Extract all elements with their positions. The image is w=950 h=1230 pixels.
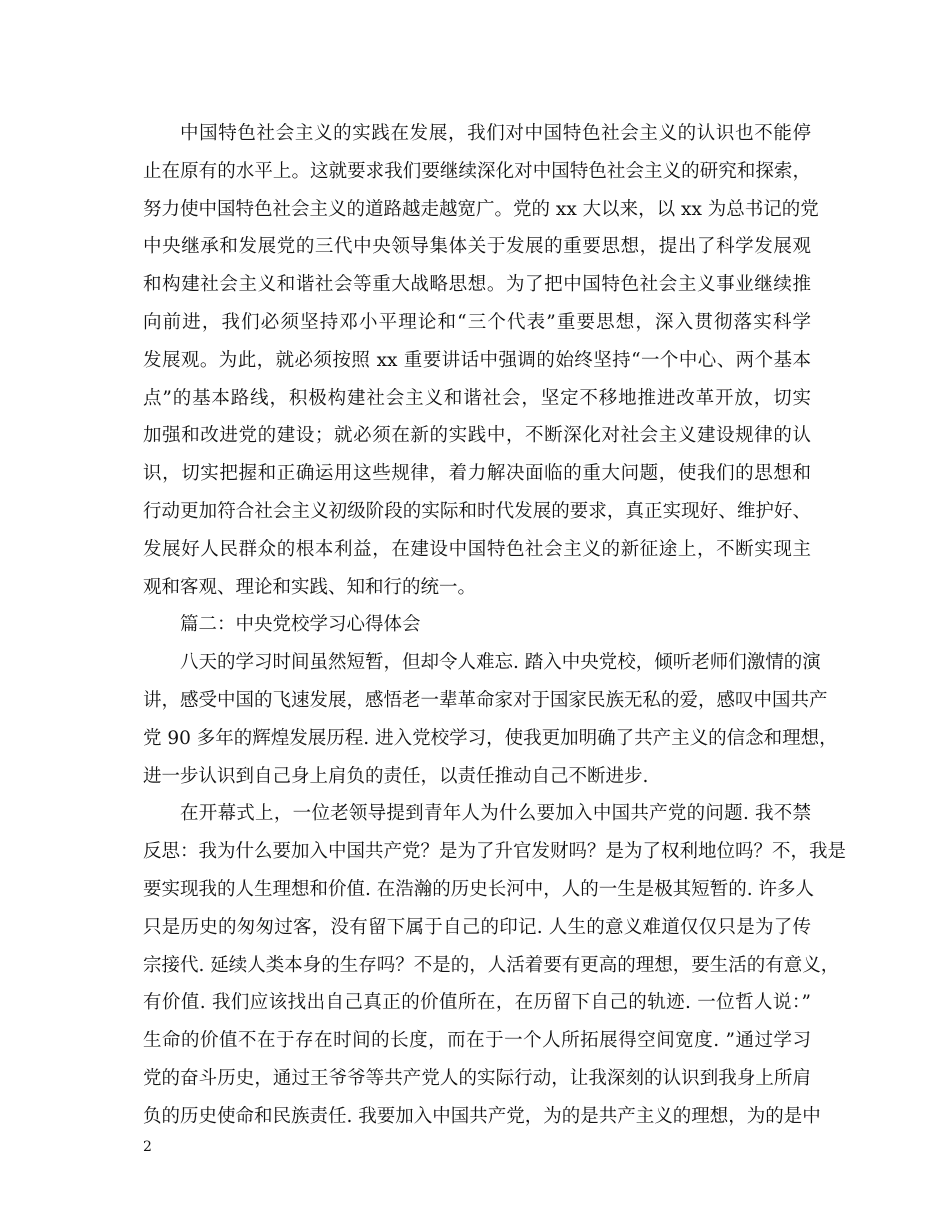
paragraph (143, 795, 847, 1135)
section-heading (143, 606, 811, 644)
text-line: 加强和改进党的建设；就必须在新的实践中，不断深化对社会主义建设规律的认 (143, 425, 811, 447)
paragraph (143, 115, 819, 606)
text-line: 党的奋斗历史，通过王爷爷等共产党人的实际行动，让我深刻的认识到我身上所肩 (143, 1067, 811, 1089)
paragraph (143, 644, 838, 795)
text-line: 观和客观、理论和实践、知和行的统一。 (143, 576, 477, 598)
page-number: 2 (143, 1139, 152, 1155)
text-line: 只是历史的匆匆过客，没有留下属于自己的印记. 人生的意义难道仅仅只是为了传 (143, 916, 811, 938)
text-line: 识，切实把握和正确运用这些规律，着力解决面临的重大问题，使我们的思想和 (143, 463, 811, 485)
text-line: 宗接代. 延续人类本身的生存吗？不是的，人活着要有更高的理想，要生活的有意义， (143, 954, 840, 976)
text-line: 发展观。为此，就必须按照 xx 重要讲话中强调的始终坚持“一个中心、两个基本 (143, 349, 811, 371)
text-line: 讲，感受中国的飞速发展，感悟老一辈革命家对于国家民族无私的爱，感叹中国共产 (143, 689, 828, 711)
text-line: 向前进，我们必须坚持邓小平理论和“三个代表”重要思想，深入贯彻落实科学 (143, 311, 811, 333)
text-line: 止在原有的水平上。这就要求我们要继续深化对中国特色社会主义的研究和探索， (143, 160, 811, 182)
text-line: 中国特色社会主义的实践在发展，我们对中国特色社会主义的认识也不能停 (180, 123, 811, 144)
text-line: 中央继承和发展党的三代中央领导集体关于发展的重要思想，提出了科学发展观 (143, 236, 811, 258)
text-line: 反思：我为什么要加入中国共产党？是为了升官发财吗？是为了权利地位吗？不，我是 (143, 841, 847, 863)
text-line: 八天的学习时间虽然短暂，但却令人难忘. 踏入中央党校，倾听老师们激情的演 (180, 652, 821, 674)
text-line: 发展好人民群众的根本利益，在建设中国特色社会主义的新征途上，不断实现主 (143, 538, 811, 560)
text-line: 要实现我的人生理想和价值. 在浩瀚的历史长河中，人的一生是极其短暂的. 许多人 (143, 878, 815, 900)
text-line: 行动更加符合社会主义初级阶段的实际和时代发展的要求，真正实现好、维护好、 (143, 500, 811, 522)
text-line: 负的历史使命和民族责任. 我要加入中国共产党，为的是共产主义的理想，为的是中 (143, 1105, 821, 1127)
text-line: 篇二：中央党校学习心得体会 (180, 614, 421, 636)
text-line: 生命的价值不在于存在时间的长度，而在于一个人所拓展得空间宽度. ”通过学习 (143, 1030, 811, 1052)
text-line: 党 90 多年的辉煌发展历程. 进入党校学习，使我更加明确了共产主义的信念和理想， (143, 727, 838, 749)
text-line: 有价值. 我们应该找出自己真正的价值所在，在历留下自己的轨迹. 一位哲人说：” (143, 992, 811, 1014)
text-line: 努力使中国特色社会主义的道路越走越宽广。党的 xx 大以来，以 xx 为总书记的党 (143, 198, 819, 220)
text-line: 点”的基本路线，积极构建社会主义和谐社会，坚定不移地推进改革开放，切实 (143, 387, 811, 409)
text-line: 在开幕式上，一位老领导提到青年人为什么要加入中国共产党的问题. 我不禁 (180, 803, 811, 825)
text-line: 进一步认识到自己身上肩负的责任，以责任推动自己不断进步. (143, 765, 649, 787)
document-body (143, 115, 847, 1136)
text-line: 和构建社会主义和谐社会等重大战略思想。为了把中国特色社会主义事业继续推 (143, 274, 811, 296)
